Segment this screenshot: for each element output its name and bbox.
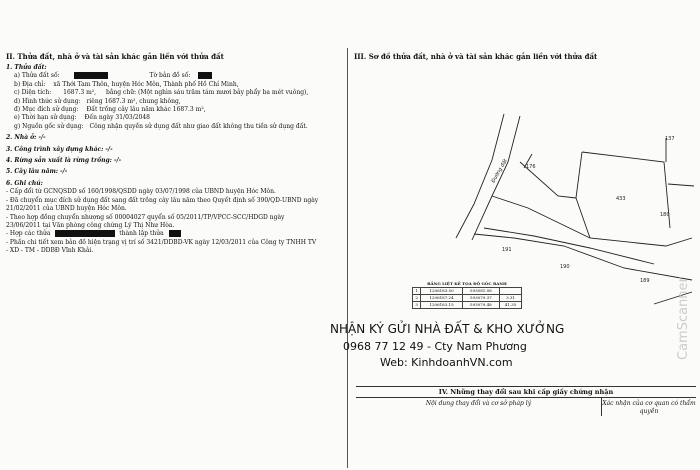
forest-value: -/-	[113, 157, 122, 165]
usage-form-value: riêng 1687.3 m², chung không,	[86, 97, 181, 105]
note-line: 23/06/2011 tại Văn phòng công chứng Lý Thị Như Hòa.	[6, 221, 175, 229]
note-line: - Phần chi tiết xem bản đồ hiện trạng vị trí số 3421/DDBD-VK ngày 12/03/2011 của Công ty TNHH TV	[6, 238, 317, 246]
area-words: bằng chữ: (Một nghìn sáu trăm tám mươi bảy phẩy ba mét vuông),	[106, 89, 309, 97]
note-merge-row	[6, 230, 344, 238]
usage-form-label: d) Hình thức sử dụng:	[14, 97, 81, 105]
parcel-label: 180	[660, 212, 670, 218]
redacted-box	[55, 230, 115, 237]
road-label: Đường đất	[490, 158, 509, 184]
note-line: - Theo hợp đồng chuyển nhượng số 00004027 quyển số 05/2011/TP/VPCC-SCC/HDGD ngày	[6, 213, 285, 221]
notes-label: 6. Ghi chú:	[6, 179, 43, 187]
perennial-label: 5. Cây lâu năm:	[6, 168, 59, 176]
usage-form-row	[6, 98, 344, 106]
land-number-row	[6, 72, 344, 80]
watermark-line-1: NHẬN KÝ GỬI NHÀ ĐẤT & KHO XƯỞNG	[330, 322, 565, 336]
note-line: - XD - TM - DDBĐ Vĩnh Khải.	[6, 247, 94, 255]
usage-term-value: Đến ngày 31/03/2048	[84, 114, 150, 122]
usage-purpose-value: Đất trồng cây lâu năm khác 1687.3 m²,	[86, 106, 206, 114]
section-3-header: III. Sơ đồ thửa đất, nhà ở và tài sản khác gắn liền với thửa đất	[354, 52, 598, 61]
changes-table-header	[356, 398, 696, 416]
watermark-line-2: 0968 77 12 49 - Cty Nam Phương	[343, 340, 527, 353]
changes-col-content: Nội dung thay đổi và cơ sở pháp lý	[356, 398, 602, 416]
changes-table	[356, 386, 696, 416]
parcel-label: 190	[560, 264, 570, 270]
redacted-box	[74, 72, 108, 79]
perennial-value: -/-	[60, 168, 68, 176]
note-merge-text: - Hợp các thửa	[6, 230, 51, 238]
address-label: b) Địa chỉ:	[14, 80, 46, 88]
note-merge-text-2: thành lập thửa	[119, 230, 164, 238]
house-label: 2. Nhà ở:	[6, 134, 37, 142]
area-label: c) Diện tích:	[14, 89, 52, 97]
table-row: 1 1206183.50 593081.08	[413, 288, 522, 295]
perennial-row	[6, 168, 344, 176]
parcel-433-edge	[582, 152, 670, 228]
parcel-label: 176	[526, 164, 536, 170]
land-number-label: a) Thửa đất số:	[14, 72, 60, 80]
other-works-value: -/-	[105, 145, 113, 153]
origin-label: g) Nguồn gốc sử dụng:	[14, 122, 84, 130]
table-row: 3 1206183.15 593079.48 41.35	[413, 302, 522, 309]
note-line: - Cấp đổi từ GCNQSDD số 160/1998/QSDD ngày 03/07/1998 của UBND huyện Hóc Môn.	[6, 188, 276, 196]
note-line: - Đã chuyển mục đích sử dụng đất sang đất trồng cây lâu năm theo Quyết định số 390/QD-UBND ngày	[6, 196, 319, 204]
watermark-line-3: Web: KinhdoanhVN.com	[380, 356, 513, 369]
parcel-label: 189	[640, 278, 650, 284]
parcel-edge	[668, 184, 694, 186]
origin-row	[6, 123, 344, 131]
land-title: 1. Thửa đất:	[6, 64, 47, 71]
coordinate-table	[412, 281, 522, 309]
forest-row	[6, 157, 344, 165]
address-value: xã Thới Tam Thôn, huyện Hóc Môn, Thành phố Hồ Chí Minh,	[53, 80, 239, 88]
redacted-box	[198, 72, 212, 79]
parcel-label: 191	[502, 247, 512, 253]
usage-purpose-label: đ) Mục đích sử dụng:	[14, 106, 79, 114]
origin-value: Công nhận quyền sử dụng đất như giao đất không thu tiền sử dụng đất.	[89, 122, 308, 130]
changes-table-title: IV. Những thay đổi sau khi cấp giấy chứng nhận	[356, 387, 696, 398]
house-value: -/-	[38, 134, 46, 142]
section-2-header: II. Thửa đất, nhà ở và tài sản khác gắn liền với thửa đất	[6, 52, 224, 61]
forest-label: 4. Rừng sản xuất là rừng trồng:	[6, 157, 112, 165]
parcel-433-edge	[576, 152, 692, 246]
note-line: 21/02/2011 của UBND huyện Hóc Môn.	[6, 205, 127, 213]
usage-term-label: e) Thời hạn sử dụng:	[14, 114, 77, 122]
left-column	[6, 52, 344, 466]
parcel-label: 433	[616, 196, 626, 202]
other-works-label: 3. Công trình xây dựng khác:	[6, 145, 104, 153]
table-row: 2 1206187.24 593079.37 3.31	[413, 295, 522, 302]
changes-col-confirmation: Xác nhận của cơ quan có thẩm quyền	[602, 400, 696, 415]
scanner-watermark: CamScanner	[676, 277, 691, 360]
usage-term-row	[6, 114, 344, 122]
parcel-edge	[484, 228, 654, 264]
area-value: 1687.3 m²,	[63, 89, 97, 97]
redacted-box	[169, 230, 181, 237]
area-row	[6, 89, 344, 97]
map-sheet-label: Tờ bản đồ số:	[149, 72, 191, 80]
address-row	[6, 81, 344, 89]
other-works-row	[6, 146, 344, 154]
house-row	[6, 134, 344, 142]
page-divider	[347, 48, 348, 468]
parcel-map	[354, 68, 698, 330]
coordinate-table-title: BẢNG LIỆT KÊ TỌA ĐỘ GÓC RANH	[427, 281, 507, 286]
coordinate-grid	[412, 287, 522, 309]
parcel-edge	[474, 234, 692, 280]
usage-purpose-row	[6, 106, 344, 114]
parcel-label: 137	[665, 136, 675, 142]
